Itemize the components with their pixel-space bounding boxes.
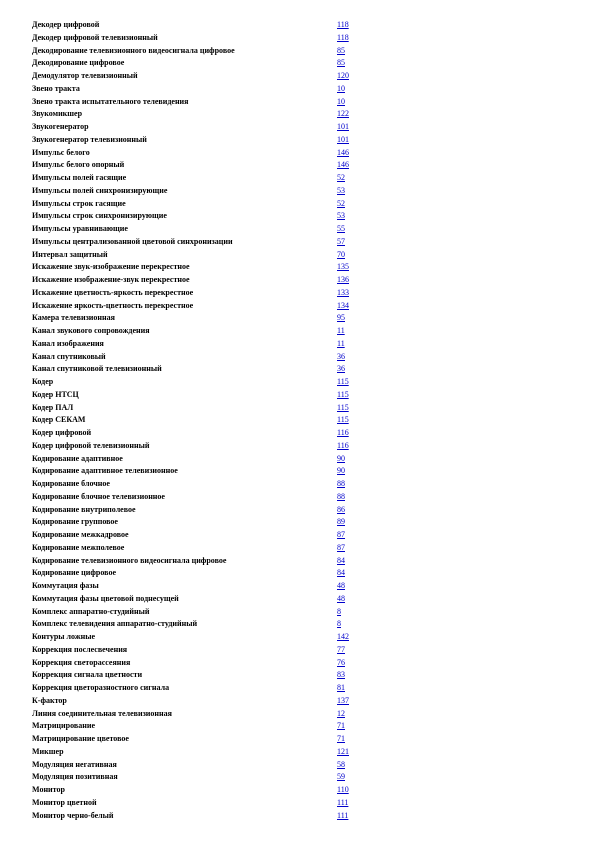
- index-term: Канал спутниковой телевизионный: [32, 364, 162, 374]
- page-number-link[interactable]: 8: [337, 619, 341, 629]
- index-term: Коммутация фазы: [32, 581, 99, 590]
- page-number-link[interactable]: 59: [337, 772, 345, 782]
- index-term: К-фактор: [32, 695, 67, 705]
- index-term: Коррекция цветоразностного сигнала: [32, 683, 170, 692]
- index-entry: [32, 682, 362, 695]
- index-entry: [32, 19, 362, 32]
- index-entry: [32, 491, 362, 504]
- index-term: Декодер цифровой: [32, 20, 100, 29]
- page-number-link[interactable]: 111: [337, 797, 349, 807]
- index-term: Монитор цветной: [32, 797, 97, 807]
- index-term: Искажение цветность-яркость перекрестное: [32, 287, 194, 297]
- index-term: Комплекс телевидения аппаратно-студийный: [32, 619, 198, 629]
- page-number-link[interactable]: 87: [337, 530, 345, 539]
- page-number-link[interactable]: 90: [337, 466, 345, 476]
- index-entry: [32, 70, 362, 83]
- index-term: Матрицирование: [32, 721, 95, 731]
- page-number-link[interactable]: 70: [337, 249, 345, 259]
- index-term: Кодирование межполевое: [32, 542, 125, 552]
- index-entry: [32, 402, 362, 415]
- index-entry: [32, 516, 362, 529]
- index-entry: [32, 593, 362, 606]
- index-term: Кодирование блочное телевизионное: [32, 491, 165, 501]
- index-term: Искажение звук-изображение перекрестное: [32, 262, 190, 272]
- index-term: Коррекция светорассеяния: [32, 657, 131, 667]
- index-entry: [32, 223, 362, 236]
- page-number-link[interactable]: 115: [337, 377, 349, 386]
- page-number-link[interactable]: 84: [337, 555, 345, 565]
- index-term: Комплекс аппаратно-студийный: [32, 606, 150, 616]
- index-entry: [32, 606, 362, 619]
- index-entry: [32, 198, 362, 211]
- index-term: Контуры ложные: [32, 632, 96, 641]
- index-term: Линия соединительная телевизионная: [32, 708, 172, 718]
- page-number-link[interactable]: 146: [337, 147, 349, 157]
- index-entry: [32, 504, 362, 517]
- index-entry: [32, 147, 362, 160]
- page-number-link[interactable]: 48: [337, 581, 345, 590]
- index-term: Кодер НТСЦ: [32, 389, 79, 399]
- index-entry: [32, 108, 362, 121]
- index-term: Звено тракта: [32, 83, 80, 93]
- index-entry: [32, 657, 362, 670]
- page-number-link[interactable]: 36: [337, 364, 345, 374]
- page-number-link[interactable]: 101: [337, 134, 349, 144]
- index-term: Коррекция сигнала цветности: [32, 670, 143, 680]
- page-number-link[interactable]: 71: [337, 721, 345, 731]
- index-term: Модуляция негативная: [32, 759, 117, 769]
- index-term: Коррекция послесвечения: [32, 644, 128, 654]
- page-number-link[interactable]: 101: [337, 122, 349, 131]
- index-entry: [32, 771, 362, 784]
- page-number-link[interactable]: 52: [337, 173, 345, 182]
- page-number-link[interactable]: 10: [337, 83, 345, 93]
- index-entry: [32, 529, 362, 542]
- index-entry: [32, 96, 362, 109]
- page-number-link[interactable]: 137: [337, 695, 349, 705]
- index-term: Канал звукового сопровождения: [32, 326, 150, 335]
- page-number-link[interactable]: 120: [337, 71, 349, 80]
- index-entry: [32, 797, 362, 810]
- page-number-link[interactable]: 121: [337, 746, 349, 756]
- page-number-link[interactable]: 36: [337, 351, 345, 361]
- alphabetical-index: [32, 19, 362, 822]
- page-number-link[interactable]: 57: [337, 236, 345, 246]
- index-entry: [32, 351, 362, 364]
- index-term: Кодирование блочное: [32, 479, 110, 488]
- index-term: Кодирование внутриполевое: [32, 504, 136, 514]
- page-number-link[interactable]: 52: [337, 198, 345, 208]
- index-term: Кодирование адаптивное телевизионное: [32, 466, 178, 476]
- index-term: Кодирование цифровое: [32, 568, 116, 578]
- index-term: Кодирование телевизионного видеосигнала цифровое: [32, 555, 227, 565]
- page-number-link[interactable]: 146: [337, 160, 349, 170]
- index-entry: [32, 580, 362, 593]
- page-number-link[interactable]: 12: [337, 708, 345, 718]
- page-number-link[interactable]: 88: [337, 491, 345, 501]
- index-entry: [32, 45, 362, 58]
- page-number-link[interactable]: 136: [337, 275, 349, 284]
- page-number-link[interactable]: 48: [337, 593, 345, 603]
- page-number-link[interactable]: 76: [337, 657, 345, 667]
- index-entry: [32, 733, 362, 746]
- index-entry: [32, 465, 362, 478]
- index-entry: [32, 708, 362, 721]
- index-entry: [32, 542, 362, 555]
- index-term: Кодирование групповое: [32, 517, 118, 527]
- page-number-link[interactable]: 10: [337, 96, 345, 106]
- page-number-link[interactable]: 53: [337, 185, 345, 195]
- page-number-link[interactable]: 118: [337, 20, 349, 29]
- index-entry: [32, 810, 362, 823]
- index-entry: [32, 57, 362, 70]
- index-entry: [32, 618, 362, 631]
- index-entry: [32, 389, 362, 402]
- index-term: Импульс белого опорный: [32, 160, 125, 170]
- page-number-link[interactable]: 87: [337, 542, 345, 552]
- page-number-link[interactable]: 122: [337, 109, 349, 119]
- index-term: Монитор черно-белый: [32, 810, 114, 820]
- page-number-link[interactable]: 115: [337, 415, 349, 425]
- index-term: Камера телевизионная: [32, 313, 115, 323]
- index-term: Звено тракта испытательного телевидения: [32, 96, 189, 106]
- index-entry: [32, 210, 362, 223]
- index-entry: [32, 720, 362, 733]
- index-entry: [32, 236, 362, 249]
- index-entry: [32, 440, 362, 453]
- index-term: Микшер: [32, 746, 64, 756]
- index-term: Искажение яркость-цветность перекрестное: [32, 300, 194, 310]
- index-entry: [32, 414, 362, 427]
- index-entry: [32, 121, 362, 134]
- index-term: Кодер цифровой: [32, 428, 92, 437]
- index-entry: [32, 172, 362, 185]
- index-entry: [32, 784, 362, 797]
- index-entry: [32, 312, 362, 325]
- page-number-link[interactable]: 58: [337, 759, 345, 769]
- index-term: Кодер: [32, 377, 54, 386]
- index-term: Кодирование межкадровое: [32, 530, 129, 539]
- page-number-link[interactable]: 11: [337, 326, 345, 335]
- page-number-link[interactable]: 134: [337, 300, 349, 310]
- index-term: Звукогенератор: [32, 122, 89, 131]
- index-entry: [32, 669, 362, 682]
- page-number-link[interactable]: 85: [337, 45, 345, 55]
- index-term: Матрицирование цветовое: [32, 734, 129, 743]
- page-number-link[interactable]: 116: [337, 440, 349, 450]
- index-entry: [32, 453, 362, 466]
- page-number-link[interactable]: 71: [337, 734, 345, 743]
- page-number-link[interactable]: 88: [337, 479, 345, 488]
- index-entry: [32, 261, 362, 274]
- index-term: Импульсы централизованной цветовой синхронизации: [32, 236, 233, 246]
- index-entry: [32, 300, 362, 313]
- page-number-link[interactable]: 135: [337, 262, 349, 272]
- index-entry: [32, 567, 362, 580]
- index-term: Искажение изображение-звук перекрестное: [32, 275, 190, 284]
- index-term: Интервал защитный: [32, 249, 108, 259]
- index-entry: [32, 338, 362, 351]
- index-term: Звукомикшер: [32, 109, 83, 119]
- index-entry: [32, 185, 362, 198]
- index-term: Декодирование телевизионного видеосигнала цифровое: [32, 45, 235, 55]
- page-number-link[interactable]: 142: [337, 632, 349, 641]
- index-term: Кодирование адаптивное: [32, 453, 123, 463]
- index-entry: [32, 759, 362, 772]
- index-term: Демодулятор телевизионный: [32, 71, 138, 80]
- index-entry: [32, 376, 362, 389]
- index-entry: [32, 325, 362, 338]
- page-number-link[interactable]: 95: [337, 313, 345, 323]
- index-term: Канал спутниковый: [32, 351, 106, 361]
- index-entry: [32, 746, 362, 759]
- page-number-link[interactable]: 133: [337, 287, 349, 297]
- page-number-link[interactable]: 118: [337, 32, 349, 42]
- page-number-link[interactable]: 90: [337, 453, 345, 463]
- index-term: Канал изображения: [32, 338, 104, 348]
- page-number-link[interactable]: 89: [337, 517, 345, 527]
- index-term: Монитор: [32, 785, 65, 794]
- index-entry: [32, 644, 362, 657]
- index-term: Кодер цифровой телевизионный: [32, 440, 150, 450]
- page-number-link[interactable]: 53: [337, 211, 345, 221]
- page-number-link[interactable]: 116: [337, 428, 349, 437]
- index-entry: [32, 478, 362, 491]
- index-term: Модуляция позитивная: [32, 772, 118, 782]
- index-term: Декодирование цифровое: [32, 58, 125, 68]
- index-term: Декодер цифровой телевизионный: [32, 32, 158, 42]
- index-entry: [32, 695, 362, 708]
- index-term: Импульсы строк гасящие: [32, 198, 126, 208]
- page-number-link[interactable]: 115: [337, 389, 349, 399]
- index-term: Импульсы строк синхронизирующие: [32, 211, 167, 221]
- index-entry: [32, 287, 362, 300]
- index-entry: [32, 83, 362, 96]
- page-number-link[interactable]: 11: [337, 338, 345, 348]
- index-entry: [32, 555, 362, 568]
- index-entry: [32, 32, 362, 45]
- index-term: Импульсы уравнивающие: [32, 224, 128, 233]
- index-entry: [32, 159, 362, 172]
- page-number-link[interactable]: 83: [337, 670, 345, 680]
- page-number-link[interactable]: 115: [337, 402, 349, 412]
- page-number-link[interactable]: 86: [337, 504, 345, 514]
- page-number-link[interactable]: 84: [337, 568, 345, 578]
- index-term: Кодер СЕКАМ: [32, 415, 86, 425]
- index-term: Звукогенератор телевизионный: [32, 134, 147, 144]
- index-entry: [32, 631, 362, 644]
- page-number-link[interactable]: 8: [337, 606, 341, 616]
- page-number-link[interactable]: 55: [337, 224, 345, 233]
- index-entry: [32, 274, 362, 287]
- page-number-link[interactable]: 85: [337, 58, 345, 68]
- page-number-link[interactable]: 77: [337, 644, 345, 654]
- index-entry: [32, 363, 362, 376]
- index-term: Импульсы полей гасящие: [32, 173, 127, 182]
- index-entry: [32, 134, 362, 147]
- page-number-link[interactable]: 81: [337, 683, 345, 692]
- page-number-link[interactable]: 110: [337, 785, 349, 794]
- index-entry: [32, 427, 362, 440]
- index-term: Коммутация фазы цветовой поднесущей: [32, 593, 179, 603]
- index-term: Импульсы полей синхронизирующие: [32, 185, 168, 195]
- index-term: Импульс белого: [32, 147, 90, 157]
- page-number-link[interactable]: 111: [337, 810, 349, 820]
- index-entry: [32, 249, 362, 262]
- index-term: Кодер ПАЛ: [32, 402, 74, 412]
